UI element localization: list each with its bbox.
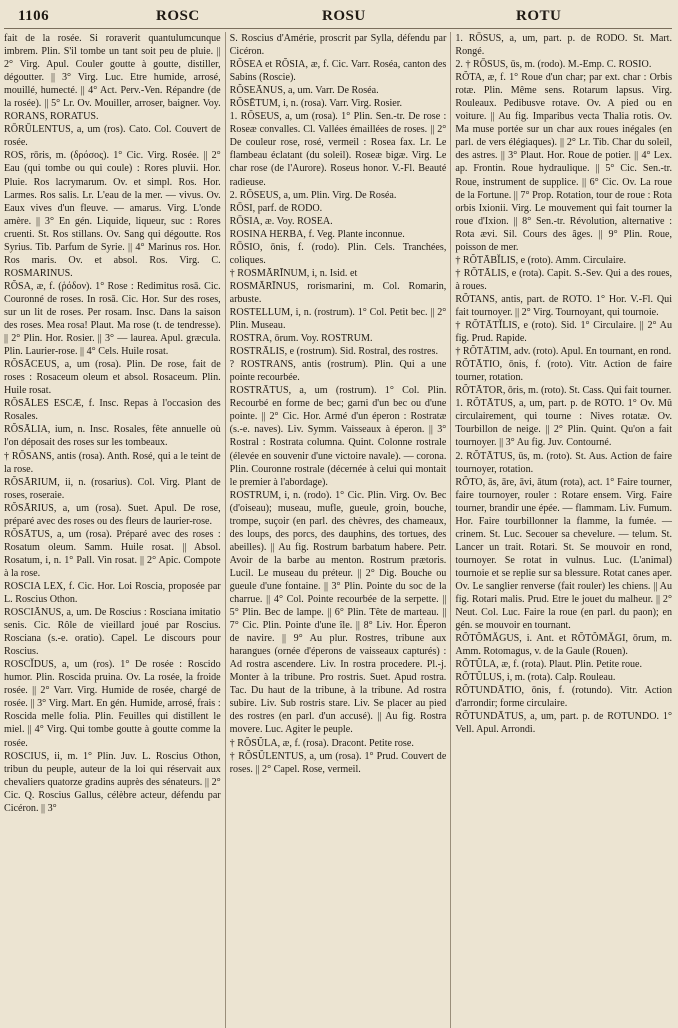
text-columns [4,29,672,1028]
dictionary-entry: RŎSĀLES ESCÆ, f. Insc. Repas à l'occasion des Rosales. [4,398,221,423]
dictionary-entry: 1. RŎSEUS, a, um (rosa). 1° Plin. Sen.-tr. De rose : Roseæ convalles. Cl. Vallées émaillées de roses. || 2° De couleur rose, rosé, vermeil : Rosea fax. Lr. Le flambeau éclatant (du soleil). Roseæ bigæ. Virg. Le char rose (de l'Aurore). Roseus honor. V.-Fl. Beauté radieuse. [229,111,447,188]
dictionary-entry: RŎTĀTIO, ōnis, f. (roto). Vitr. Action de faire tourner, rotation. [455,359,673,384]
dictionary-entry: RŎSEA et RŎSIA, æ, f. Cic. Varr. Roséa, canton des Sabins (Roscie). [229,59,447,84]
dictionary-entry: RŎTĀTOR, ōris, m. (roto). St. Cass. Qui fait tourner. [455,385,672,397]
dictionary-entry: RŎSA, æ, f. (ῥόδον). 1° Rose : Redimitus rosā. Cic. Couronné de roses. In rosā. Cic. Hor. Sur des roses, sur un lit de roses. Per rosam. Insc. Dans la saison des roses. Mea rosa! Plaut. Ma rose (t. de tendresse). || 2° Plin. Hor. Rosier. || 3° — laurea. Apul. græcula. Plin. Laurier-rose. || 4° Cels. Huile rosat. [4,280,221,358]
dictionary-entry: ROSCIA LEX, f. Cic. Hor. Loi Roscia, proposée par L. Roscius Othon. [4,580,221,606]
dictionary-entry: RŎTANS, antis, part. de ROTO. 1° Hor. V.-Fl. Qui fait tournoyer. || 2° Virg. Tournoyant, qui tournoie. [455,293,673,318]
dictionary-entry: ROSTRĀTUS, a, um (rostrum). 1° Col. Plin. Recourbé en forme de bec; garni d'un bec ou d'une pointe. || 2° Cic. Hor. Armé d'un éperon : Rostratæ (s.-e. naves). Liv. Symm. Vaisseaux à éperon. || 3° Rostral : Rostrata columna. Quint. Colonne rostrale (élevée en souvenir d'une victoire navale). — corona. Plin. Couronne rostrale (décernée à celui qui montait le premier à l'abordage). [229,385,447,488]
dictionary-entry: ROSCIĀNUS, a, um. De Roscius : Rosciana imitatio senis. Cic. Rôle de vieillard joué par Roscius. Rosciana (s.-e. oratio). Capel. Le discours pour Roscius. [4,607,221,658]
dictionary-entry: RŌRŪLENTUS, a, um (ros). Cato. Col. Couvert de rosée. [4,124,221,149]
page-number: 1106 [18,8,50,24]
header-right-guideword: ROTU [516,8,562,24]
dictionary-entry: RŎSĀLIA, ium, n. Insc. Rosales, fête annuelle où l'on déposait des roses sur les tombeaux. [4,424,221,449]
dictionary-entry: S. Roscius d'Amérie, proscrit par Sylla, défendu par Cicéron. [229,33,447,58]
dictionary-entry: RŎSĀRIUS, a, um (rosa). Suet. Apul. De rose, préparé avec des roses ou des fleurs de laurier-rose. [4,502,221,527]
dictionary-entry: RŌSI, parf. de RODO. [229,202,323,214]
dictionary-entry: † ROSMĀRĪNUM, i, n. Isid. et [229,267,358,279]
dictionary-entry: RŎSEĀNUS, a, um. Varr. De Roséa. [229,85,379,97]
column-middle [230,32,452,1028]
dictionary-entry: ROSTRĀLIS, e (rostrum). Sid. Rostral, des rostres. [229,346,438,358]
dictionary-entry: † RŎTĀTĬLIS, e (roto). Sid. 1° Circulaire. || 2° Au fig. Prud. Rapide. [455,320,673,345]
dictionary-entry: RŎTA, æ, f. 1° Roue d'un char; par ext. char : Orbis rotæ. Plin. Même sens. Rotarum lapsus. Virg. Rouleaux. Pedibusve rotave. Ov. A pied ou en voiture. || Au fig. Imparibus vecta Thalia rotis. Ov. Ma muse portée sur un char aux roues inégales (en parl. de vers élégiaques). || 2° Lr. Tib. Char du soleil, des astres. || 3° Plaut. Hor. Roue de potier. || 4° Lex. ap. Frontin. Roue hydraulique. || 5° Cic. Sen.-tr. Roue, instrument de supplice. || 6° Cic. Ov. La roue de la Fortune. || 7° Prop. Rotation, tour de roue : Rota orbis Ixionii. Virg. Le mouvement qui fait tourner la roue d'Ixion. || 8° Sen.-tr. Révolution, alternative : Rota ævi. Sil. Cours des âges. || 9° Plin. Roue, poisson de mer. [455,72,673,253]
dictionary-entry: RŎSĀCEUS, a, um (rosa). Plin. De rose, fait de roses : Rosaceum oleum et absol. Rosaceum. Plin. Huile rosat. [4,359,221,397]
dictionary-entry: RŎTUNDĀTIO, ōnis, f. (rotundo). Vitr. Action d'arrondir; forme circulaire. [455,685,673,710]
running-header [4,6,672,29]
header-center-guideword: ROSU [322,8,366,24]
dictionary-entry: ROS, rōris, m. (δρόσος). 1° Cic. Virg. Rosée. || 2° Eau (qui tombe ou qui coule) : Rores pluvii. Hor. Pluie. Ros lacrymarum. Ov. et simpl. Ros. Hor. Larmes. Ros salis. Lr. L'eau de la mer. — vivus. Ov. Eaux vives d'un fleuve. — amarus. Virg. L'onde amère. || 3° En gén. Liquide, liqueur, suc : Rores cruenti. St. Ros stillans. Ov. Sang qui dégoutte. Ros Syrius. Tib. Parfum de Syrie. || 4° Marinus ros. Hor. Ros maris. Ov. et absol. Ros. Virg. C. ROSMARINUS. [4,150,221,279]
dictionary-entry: ROSTRUM, i, n. (rodo). 1° Cic. Plin. Virg. Ov. Bec (d'oiseau); museau, mufle, gueule, groin, bouche, trompe, suçoir (en parl. des chèvres, des chameaux, des loups, des porcs, des dauphins, des tortues, des abeilles). || Au fig. Rostrum barbatum habere. Petr. Avoir de la barbe au menton. Rostrum prætoris. Lucil. Le museau du préteur. || 2° Dig. Bouche ou gueule d'une fontaine. || 3° Plin. Pointe du soc de la charrue. || 4° Col. Pointe recourbée de la serpette. || 5° Plin. Bec de lampe. || 6° Plin. Tête de marteau. || 7° Cic. Plin. Pointe d'une île. || 8° Liv. Hor. Éperon de navire. || 9° Au plur. Rostres, tribune aux harangues (ornée d'éperons de vaisseaux capturés) : Ad rostra ascendere. Liv. In rostra procedere. Pl.-j. Monter à la tribune. Pro rostris. Suet. Apud rostra. Tac. Du haut de la tribune, à la tribune. Ad rostra subire. Liv. Sub rostris stare. Liv. Se placer au pied des rostres (en parl. d'un accusé). || Au fig. Rostra movere. Luc. Agiter le peuple. [229,489,447,736]
dictionary-entry: ROSTELLUM, i, n. (rostrum). 1° Col. Petit bec. || 2° Plin. Museau. [229,306,447,332]
dictionary-entry: RŎSĒTUM, i, n. (rosa). Varr. Virg. Rosier. [229,98,403,110]
dictionary-entry: ROSTRA, ōrum. Voy. ROSTRUM. [229,333,373,345]
dictionary-entry: 2. RŎTĀTUS, ūs, m. (roto). St. Aus. Action de faire tournoyer, rotation. [455,450,673,475]
dictionary-entry: RŎSĀRIUM, ii, n. (rosarius). Col. Virg. Plant de roses, roseraie. [4,476,221,501]
dictionary-entry: RŌSIA, æ. Voy. ROSEA. [229,215,333,227]
dictionary-entry: † RŎTĀTIM, adv. (roto). Apul. En tournant, en rond. [455,346,672,358]
column-left [4,32,226,1028]
dictionary-entry: RŎTŎMĂGUS, i. Ant. et RŎTŎMĂGI, ōrum, m. Amm. Rotomagus, v. de la Gaule (Rouen). [455,633,673,658]
dictionary-entry: † RŎTĀLIS, e (rota). Capit. S.-Sev. Qui a des roues, à roues. [455,267,673,292]
dictionary-entry: † RŎSŬLA, æ, f. (rosa). Dracont. Petite rose. [229,737,414,749]
dictionary-entry: ROSCIUS, ii, m. 1° Plin. Juv. L. Roscius Othon, tribun du peuple, auteur de la loi qui réservait aux chevaliers quatorze gradins auprès des sénateurs. || 2° Cic. Q. Roscius Gallus, célèbre acteur, défendu par Cicéron. || 3° [4,750,221,814]
dictionary-entry: ? ROSTRANS, antis (rostrum). Plin. Qui a une pointe recourbée. [229,359,447,384]
dictionary-entry: fait de la rosée. Si roraverit quantulumcunque imbrem. Plin. S'il tombe un tant soit peu de pluie. || 2° Virg. Apul. Couler goutte à goutte, distiller, dégoutter. || 3° Virg. Luc. Etre humide, arrosé, mouillé, humecté. || 4° Act. Perv.-Ven. Répandre (de la rosée). || 5° Lr. Ov. Mouiller, arroser, baigner. Voy. RORANS, RORATUS. [4,33,221,123]
dictionary-entry: † RŎSANS, antis (rosa). Anth. Rosé, qui a le teint de la rose. [4,450,221,475]
dictionary-entry: ROSCĬDUS, a, um (ros). 1° De rosée : Roscido humor. Plin. Roscida pruina. Ov. La rosée, la froide rosée. || 2° Varr. Virg. Humide de rosée, chargé de rosée. || 3° Virg. Mart. En gén. Humide, arrosé, frais : Roscida melle folia. Plin. Feuilles qui distillent le miel. || 4° Virg. Qui tombe goutte à goutte comme la rosée. [4,659,221,749]
dictionary-entry: 1. RŌSUS, a, um, part. p. de RODO. St. Mart. Rongé. [455,33,673,58]
dictionary-entry: RŎTO, ās, āre, āvi, ātum (rota), act. 1° Faire tourner, faire tournoyer, rouler : Rotare ensem. Virg. Faire tourner, brandir une épée. — flammam. Liv. Fumum. Hor. Faire tourbillonner la flamme, la fumée. — crinem. St. Luc. Secouer sa chevelure. — telum. St. Lancer un trait. Rotari. St. Se mouvoir en rond, tournoyer. Se rotat in vulnus. Luc. (L'animal) tournoie et se replie sur sa blessure. Rotat canes aper. Ov. Le sanglier renverse (fait rouler) les chiens. || Au fig. Rotari malis. Prud. Etre le jouet du malheur. || 2° Neut. Col. Luc. Faire la roue (en parl. du paon); en gén. se mouvoir en tournant. [455,476,673,632]
dictionary-entry: ROSINA HERBA, f. Veg. Plante inconnue. [229,228,405,240]
dictionary-entry: RŎTUNDĀTUS, a, um, part. p. de ROTUNDO. 1° Vell. Apul. Arrondi. [455,711,673,736]
dictionary-entry: 1. RŎTĀTUS, a, um, part. p. de ROTO. 1° Ov. Mû circulairement, qui tourne : Nives rotatæ. Ov. Tourbillon de neige. || 2° Plin. Quint. Qu'on a fait tournoyer. || 3° Au fig. Juv. Contourné. [455,398,673,449]
column-right [455,32,672,1028]
dictionary-entry: RŎSĀTUS, a, um (rosa). Préparé avec des roses : Rosatum oleum. Samm. Huile rosat. || Absol. Rosatum, i, n. 1° Pall. Vin rosat. || 2° Apic. Compote à la rose. [4,528,221,579]
dictionary-entry: ROSMĀRĪNUS, rorismarini, m. Col. Romarin, arbuste. [229,280,447,305]
dictionary-entry: RŌSIO, ōnis, f. (rodo). Plin. Cels. Tranchées, coliques. [229,241,447,266]
dictionary-entry: RŎTŬLA, æ, f. (rota). Plaut. Plin. Petite roue. [455,659,643,671]
dictionary-entry: † RŎSŬLENTUS, a, um (rosa). 1° Prud. Couvert de roses. || 2° Capel. Rose, vermeil. [229,750,447,775]
dictionary-entry: RŎTŬLUS, i, m. (rota). Calp. Rouleau. [455,672,616,684]
dictionary-entry: † RŎTĀBĬLIS, e (roto). Amm. Circulaire. [455,254,627,266]
dictionary-entry: 2. RŎSEUS, a, um. Plin. Virg. De Roséa. [229,189,397,201]
dictionary-entry: 2. † RŌSUS, ūs, m. (rodo). M.-Emp. C. ROSIO. [455,59,652,71]
header-left-guideword: ROSC [156,8,200,24]
